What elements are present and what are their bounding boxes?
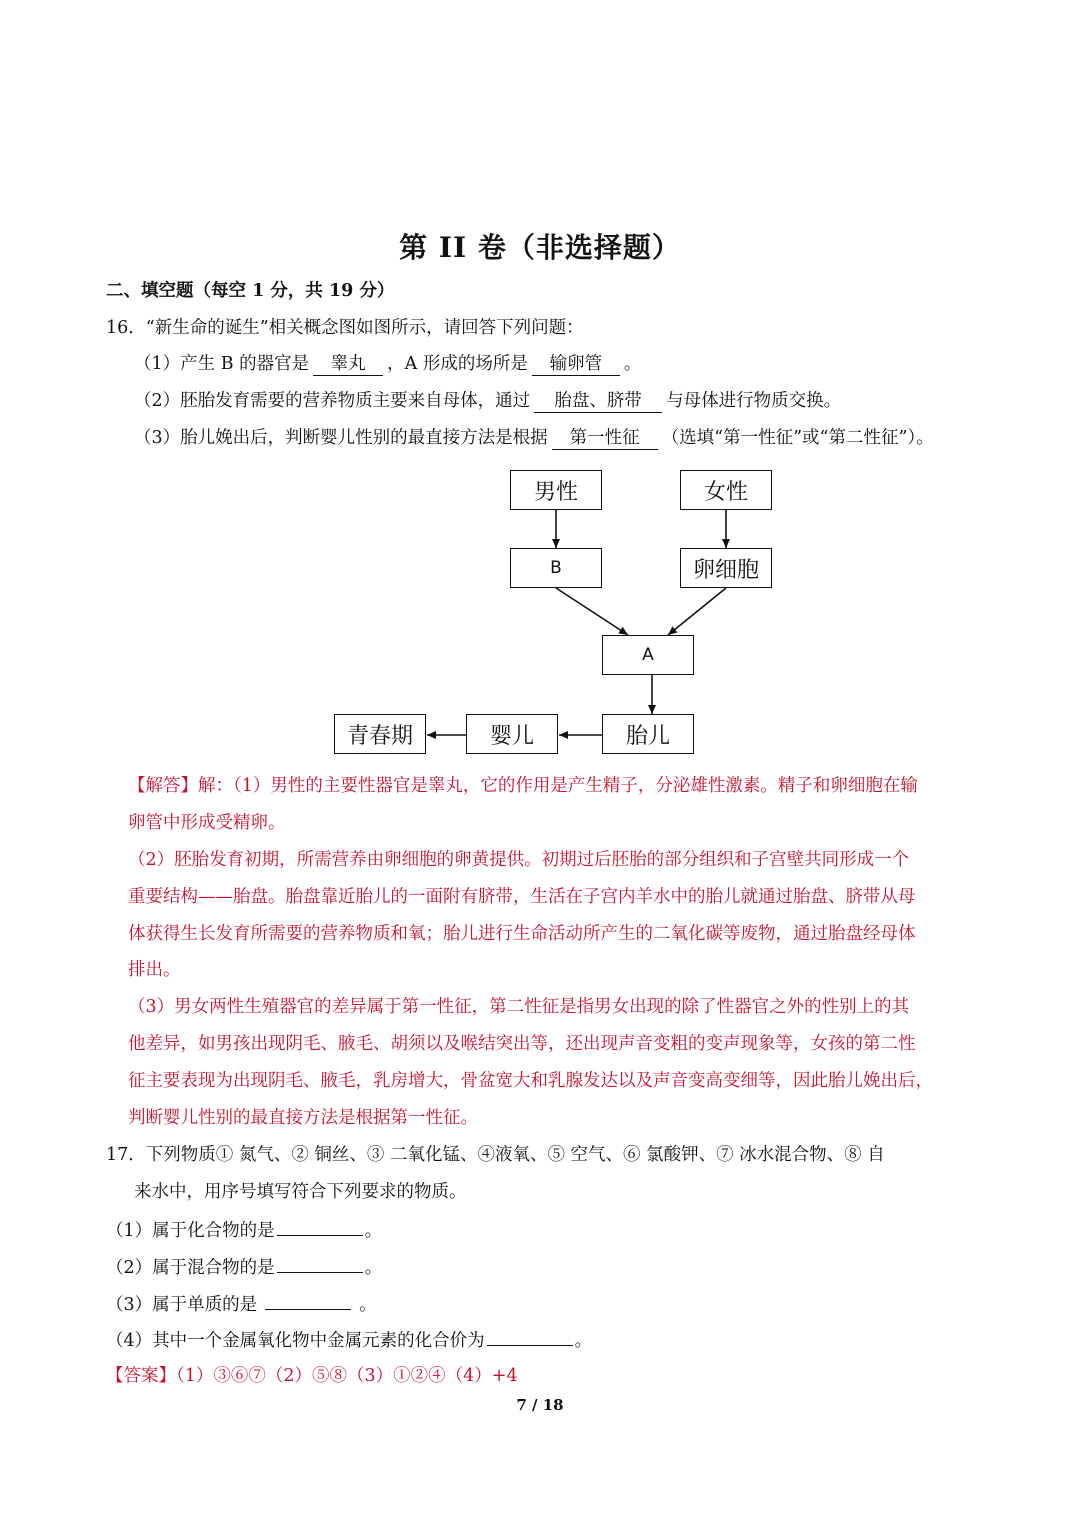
q16-stem: 16．“新生命的诞生”相关概念图如图所示，请回答下列问题：	[106, 318, 584, 338]
node-puberty: 青春期	[334, 714, 426, 754]
q16-p1-answer-organ: 睾丸	[313, 353, 383, 376]
node-b: B	[510, 548, 602, 588]
node-a: A	[602, 635, 694, 675]
q16-p3-answer: 第一性征	[552, 427, 658, 450]
q17-part4: （4）其中一个金属氧化物中金属元素的化合价为 。	[106, 1327, 592, 1353]
analysis-line-4: 重要结构——胎盘。胎盘靠近胎儿的一面附有脐带，生活在子宫内羊水中的胎儿就通过胎盘、脐带从母	[128, 887, 916, 907]
analysis-line-10: 判断婴儿性别的最直接方法是根据第一性征。	[128, 1108, 478, 1128]
analysis-tag: 【解答】	[128, 776, 198, 796]
q17-part2: （2）属于混合物的是 。	[106, 1254, 382, 1280]
analysis-line-1: 【解答】解：（1）男性的主要性器官是睾丸，它的作用是产生精子，分泌雄性激素。精子和卵细胞在输	[128, 776, 918, 796]
analysis-line-5: 体获得生长发育所需要的营养物质和氧；胎儿进行生命活动所产生的二氧化碳等废物，通过胎盘经母体	[128, 924, 916, 944]
node-baby: 婴儿	[466, 714, 558, 754]
q16-p1-text-c: 。	[623, 354, 642, 374]
q16-p1-text-a: （1）产生 B 的器官是	[134, 354, 310, 374]
analysis-line-7: （3）男女两性生殖器官的差异属于第一性征，第二性征是指男女出现的除了性器官之外的性别上的其	[128, 997, 910, 1017]
q16-p2-text-b: 与母体进行物质交换。	[666, 391, 842, 411]
node-fetus: 胎儿	[602, 714, 694, 754]
analysis-line-8: 他差异，如男孩出现阴毛、腋毛、胡须以及喉结突出等，还出现声音变粗的变声现象等，女孩的第二性	[128, 1034, 916, 1054]
q17-p3-blank	[265, 1291, 351, 1310]
q17-stem-line-2: 来水中，用序号填写符合下列要求的物质。	[134, 1182, 467, 1202]
node-female: 女性	[680, 470, 772, 510]
node-egg-cell: 卵细胞	[680, 548, 772, 588]
section-heading: 二、填空题（每空 1 分，共 19 分）	[106, 281, 395, 301]
q16-p2-answer: 胎盘、脐带	[534, 390, 662, 413]
page-number: 7 / 18	[516, 1396, 564, 1414]
analysis-line-3: （2）胚胎发育初期，所需营养由卵细胞的卵黄提供。初期过后胚胎的部分组织和子宫壁共同形成一个	[128, 850, 910, 870]
q17-p4-blank	[487, 1327, 573, 1346]
q17-p2-blank	[277, 1254, 363, 1273]
q16-p3-text-b: （选填“第一性征”或“第二性征”）。	[661, 428, 934, 448]
analysis-line-9: 征主要表现为出现阴毛、腋毛，乳房增大，骨盆宽大和乳腺发达以及声音变高变细等，因此胎儿娩出后，	[128, 1071, 933, 1091]
arrow-b-to-a	[556, 588, 628, 635]
q17-answer	[106, 1364, 518, 1388]
q16-p2-text-a: （2）胚胎发育需要的营养物质主要来自母体，通过	[134, 391, 531, 411]
page-title: 第 II 卷（非选择题）	[399, 231, 681, 264]
q16-p1-answer-site: 输卵管	[532, 353, 620, 376]
arrow-egg-to-a	[668, 588, 726, 635]
q17-part1: （1）属于化合物的是 。	[106, 1217, 382, 1243]
q17-part3: （3）属于单质的是 。	[106, 1291, 377, 1317]
analysis-line-6: 排出。	[128, 960, 181, 980]
q16-p3-text-a: （3）胎儿娩出后，判断婴儿性别的最直接方法是根据	[134, 428, 548, 448]
analysis-line-2: 卵管中形成受精卵。	[128, 813, 286, 833]
q17-p1-blank	[277, 1217, 363, 1236]
q16-p1-text-b: ，A 形成的场所是	[387, 354, 528, 374]
node-male: 男性	[510, 470, 602, 510]
answer-text: （1）③⑥⑦（2）⑤⑧（3）①②④（4）+4	[176, 1366, 518, 1386]
q17-stem-line-1: 17．下列物质① 氮气、② 铜丝、③ 二氧化锰、④液氧、⑤ 空气、⑥ 氯酸钾、⑦ 冰水混合物、⑧ 自	[106, 1145, 885, 1165]
answer-tag: 【答案】	[106, 1366, 176, 1386]
